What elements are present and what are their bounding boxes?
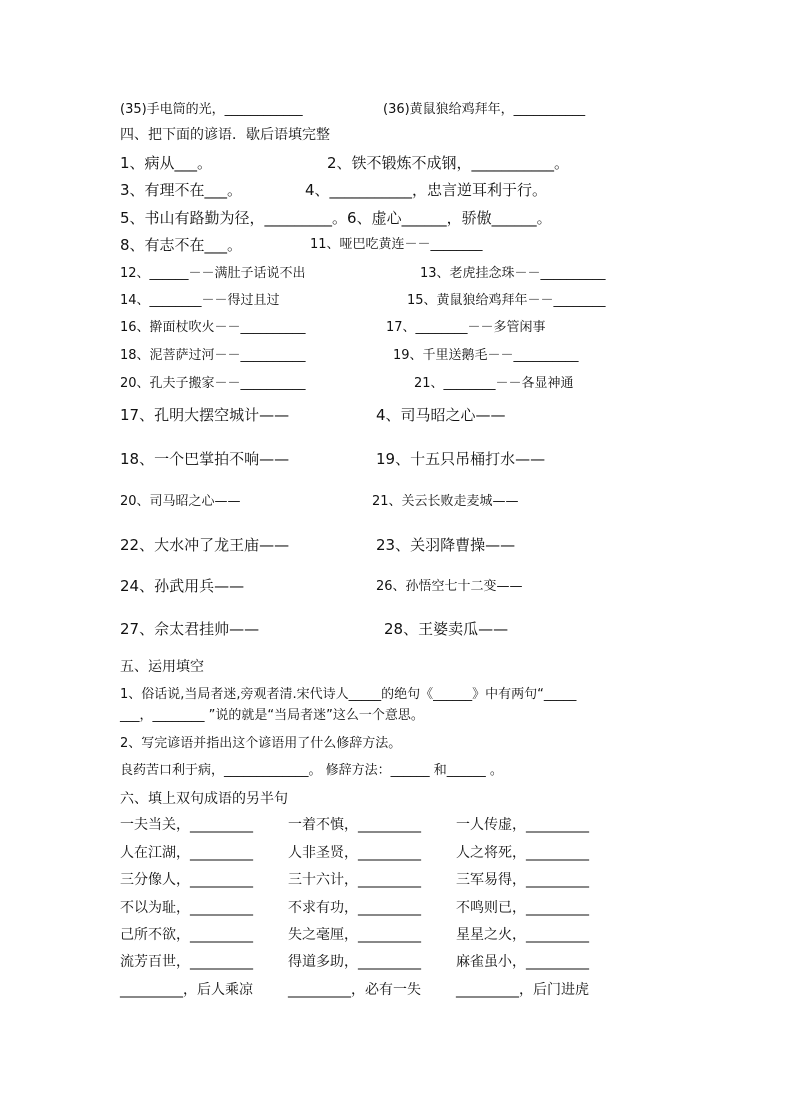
- section-6-title: 六、填上双句成语的另半句: [120, 791, 288, 807]
- item-18: 18、泥菩萨过河－－__________: [120, 348, 306, 363]
- xhy-23: 23、关羽降曹操——: [376, 536, 516, 554]
- idiom-cell: 己所不欲，_________: [120, 927, 253, 943]
- item-1: 1、病从___。: [120, 154, 213, 172]
- question-36: (36)黄鼠狼给鸡拜年，___________: [383, 102, 586, 117]
- idiom-cell: _________，后门进虎: [456, 982, 589, 998]
- item-13: 13、老虎挂念珠－－__________: [420, 266, 606, 281]
- xhy-24: 24、孙武用兵——: [120, 577, 245, 595]
- xhy-19: 19、十五只吊桶打水——: [376, 450, 546, 468]
- xhy-17: 17、孔明大摆空城计——: [120, 406, 290, 424]
- idiom-cell: 三军易得，_________: [456, 872, 589, 888]
- idiom-cell: 一着不慎，_________: [288, 817, 421, 833]
- xhy-28: 28、王婆卖瓜——: [384, 620, 509, 638]
- item-2: 2、铁不锻炼不成钢，___________。: [327, 154, 570, 172]
- question-35: (35)手电筒的光，____________: [120, 102, 303, 117]
- idiom-cell: 得道多助，_________: [288, 954, 421, 970]
- xhy-22: 22、大水冲了龙王庙——: [120, 536, 290, 554]
- section-5-item-3: 良药苦口利于病，_____________。 修辞方法：______ 和______ 。: [120, 763, 503, 778]
- section-5-item-2: 2、写完谚语并指出这个谚语用了什么修辞方法。: [120, 736, 402, 751]
- idiom-cell: _________，后人乘凉: [120, 982, 253, 998]
- xhy-26: 26、孙悟空七十二变——: [376, 579, 523, 594]
- idiom-cell: 人之将死，_________: [456, 845, 589, 861]
- xhy-20: 20、司马昭之心——: [120, 494, 241, 509]
- item-8: 8、有志不在___。: [120, 236, 243, 254]
- section-5-title: 五、运用填空: [120, 659, 204, 675]
- idiom-cell: 三分像人，_________: [120, 872, 253, 888]
- item-11: 11、哑巴吃黄连－－________: [310, 237, 483, 252]
- idiom-cell: 三十六计，_________: [288, 872, 421, 888]
- section-4-title: 四、把下面的谚语．歇后语填完整: [120, 127, 330, 143]
- idiom-cell: 星星之火，_________: [456, 927, 589, 943]
- item-3: 3、有理不在___。: [120, 181, 243, 199]
- item-15: 15、黄鼠狼给鸡拜年－－________: [407, 293, 606, 308]
- item-5-6: 5、书山有路勤为径，_________。6、虚心______，骄傲______。: [120, 209, 552, 227]
- idiom-cell: 一夫当关，_________: [120, 817, 253, 833]
- item-4: 4、___________，忠言逆耳利于行。: [305, 181, 548, 199]
- idiom-cell: 一人传虚，_________: [456, 817, 589, 833]
- idiom-cell: 失之毫厘，_________: [288, 927, 421, 943]
- item-20: 20、孔夫子搬家－－__________: [120, 376, 306, 391]
- section-5-item-1-line-1: 1、俗话说,当局者迷,旁观者清.宋代诗人_____的绝句《______》中有两句“_____: [120, 687, 577, 702]
- idiom-cell: 麻雀虽小，_________: [456, 954, 589, 970]
- idiom-cell: 流芳百世，_________: [120, 954, 253, 970]
- item-19: 19、千里送鹅毛－－__________: [393, 348, 579, 363]
- item-21: 21、________－－各显神通: [414, 376, 574, 391]
- xhy-18: 18、一个巴掌拍不响——: [120, 450, 290, 468]
- section-5-item-1-line-2: ___，________ ”说的就是“当局者迷”这么一个意思。: [120, 708, 424, 723]
- xhy-27: 27、佘太君挂帅——: [120, 620, 260, 638]
- item-17: 17、________－－多管闲事: [386, 320, 546, 335]
- idiom-cell: 不以为耻，_________: [120, 900, 253, 916]
- idiom-cell: 不求有功，_________: [288, 900, 421, 916]
- item-12: 12、______－－满肚子话说不出: [120, 266, 306, 281]
- idiom-cell: _________，必有一失: [288, 982, 421, 998]
- idiom-cell: 人非圣贤，_________: [288, 845, 421, 861]
- idiom-cell: 人在江湖，_________: [120, 845, 253, 861]
- item-16: 16、擀面杖吹火－－__________: [120, 320, 306, 335]
- xhy-21: 21、关云长败走麦城——: [372, 494, 519, 509]
- xhy-4: 4、司马昭之心——: [376, 406, 506, 424]
- idiom-cell: 不鸣则已，_________: [456, 900, 589, 916]
- item-14: 14、________－－得过且过: [120, 293, 280, 308]
